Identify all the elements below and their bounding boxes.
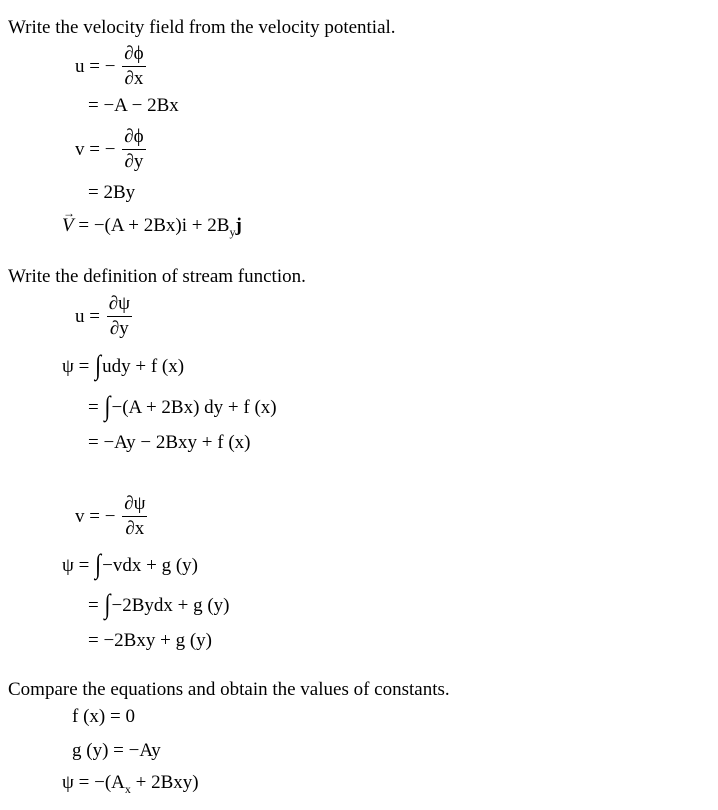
velocity-heading: Write the velocity field from the velocity potential. bbox=[8, 17, 396, 38]
u-result: = −A − 2Bx bbox=[88, 95, 179, 116]
g-equation: g (y) = −Ay bbox=[72, 740, 161, 761]
integral-icon: ∫ bbox=[104, 587, 111, 619]
u-fraction bbox=[122, 42, 145, 91]
v-label: v = − bbox=[75, 138, 116, 160]
stream-v-label: v = − bbox=[75, 505, 116, 527]
stream-u-denominator: ∂y bbox=[109, 318, 129, 339]
stream-u-definition bbox=[75, 292, 134, 341]
psi-result-1: = −Ay − 2Bxy + f (x) bbox=[88, 432, 251, 453]
psi1-rhs: udy + f (x) bbox=[102, 356, 185, 377]
psi-integral-2 bbox=[88, 389, 277, 421]
v-denominator: ∂y bbox=[124, 151, 144, 172]
stream-v-definition bbox=[75, 492, 149, 541]
psi-integral-4 bbox=[88, 587, 230, 619]
stream-v-numerator: ∂ψ bbox=[122, 492, 147, 517]
stream-u-label: u = bbox=[75, 305, 100, 327]
integral-icon: ∫ bbox=[104, 389, 111, 421]
velocity-vector-equation bbox=[62, 215, 242, 243]
integral-icon: ∫ bbox=[95, 348, 102, 380]
psi-final-equation bbox=[62, 772, 199, 800]
v-numerator: ∂ϕ bbox=[122, 125, 145, 150]
stream-heading: Write the definition of stream function. bbox=[8, 266, 306, 287]
integral-icon: ∫ bbox=[95, 547, 102, 579]
psi2c-lhs: = bbox=[88, 595, 104, 616]
psi2c-rhs: −2Bydx + g (y) bbox=[111, 595, 230, 616]
u-definition bbox=[75, 42, 148, 91]
v-result: = 2By bbox=[88, 182, 136, 203]
psi2-lhs: ψ = bbox=[62, 555, 95, 576]
f-equation: f (x) = 0 bbox=[72, 706, 135, 727]
u-label: u = − bbox=[75, 55, 116, 77]
stream-v-denominator: ∂x bbox=[125, 518, 145, 539]
psi-integral-3 bbox=[62, 547, 198, 579]
stream-v-fraction bbox=[122, 492, 147, 541]
u-numerator: ∂ϕ bbox=[122, 42, 145, 67]
psi-integral-1 bbox=[62, 348, 185, 380]
psi-final-subscript: x bbox=[124, 781, 131, 796]
psi-final-b: + 2Bxy) bbox=[130, 772, 199, 793]
vector-v-j: j bbox=[235, 215, 242, 236]
u-denominator: ∂x bbox=[124, 68, 144, 89]
psi1-lhs: ψ = bbox=[62, 356, 95, 377]
psi1c-rhs: −(A + 2Bx) dy + f (x) bbox=[111, 397, 277, 418]
psi1c-lhs: = bbox=[88, 397, 104, 418]
psi-final-a: ψ = −(A bbox=[62, 772, 125, 793]
vector-v-symbol: V → bbox=[62, 215, 74, 237]
psi-result-2: = −2Bxy + g (y) bbox=[88, 630, 212, 651]
vector-v-rest: = −(A + 2Bx)i + 2B bbox=[73, 215, 230, 236]
psi2-rhs: −vdx + g (y) bbox=[102, 555, 198, 576]
compare-heading: Compare the equations and obtain the values of constants. bbox=[8, 679, 450, 700]
stream-u-numerator: ∂ψ bbox=[107, 292, 132, 317]
v-definition bbox=[75, 125, 148, 174]
vector-v-subscript: y bbox=[229, 224, 236, 239]
stream-u-fraction bbox=[107, 292, 132, 341]
v-fraction bbox=[122, 125, 145, 174]
